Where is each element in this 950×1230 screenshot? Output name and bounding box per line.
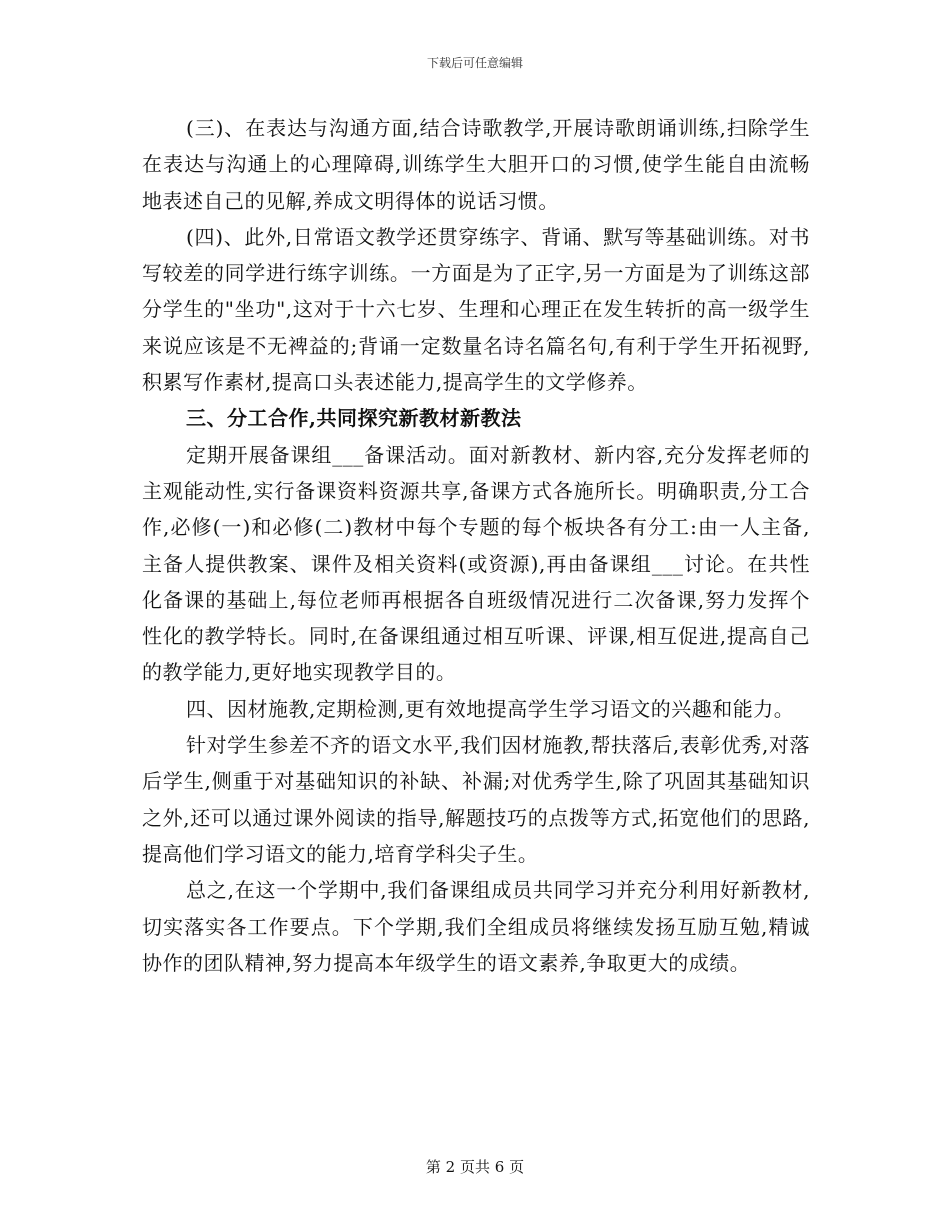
paragraph-expression-communication: (三)、在表达与沟通方面,结合诗歌教学,开展诗歌朗诵训练,扫除学生在表达与沟通上的心理障碍,训练学生大胆开口的习惯,使学生能自由流畅地表述自己的见解,养成文明得体的说话习惯。: [142, 116, 810, 213]
page-header: 下载后可任意编辑: [426, 56, 523, 70]
page-number-footer: 第 2 页共 6 页: [425, 1158, 525, 1176]
paragraph-student-levels: 针对学生参差不齐的语文水平,我们因材施教,帮扶落后,表彰优秀,对落后学生,侧重于对基础知识的补缺、补漏;对优秀学生,除了巩固其基础知识之外,还可以通过课外阅读的指导,解题技巧的点拨等方式,拓宽他们的思路,提高他们学习语文的能力,培育学科尖子生。: [142, 733, 810, 866]
document-body: [142, 110, 810, 981]
section-heading-cooperation: 三、分工合作,共同探究新教材新教法: [186, 406, 522, 431]
section-heading-individualized-teaching: 四、因材施教,定期检测,更有效地提高学生学习语文的兴趣和能力。: [186, 696, 795, 721]
paragraph-lesson-preparation: 定期开展备课组___备课活动。面对新教材、新内容,充分发挥老师的主观能动性,实行备课资料资源共享,备课方式各施所长。明确职责,分工合作,必修(一)和必修(二)教材中每个专题的每个板块各有分工:由一人主备,主备人提供教案、课件及相关资料(或资源),再由备课组___讨论。在共性化备课的基础上,每位老师再根据各自班级情况进行二次备课,努力发挥个性化的教学特长。同时,在备课组通过相互听课、评课,相互促进,提高自己的教学能力,更好地实现教学目的。: [142, 442, 810, 685]
paragraph-basic-training: (四)、此外,日常语文教学还贯穿练字、背诵、默写等基础训练。对书写较差的同学进行练字训练。一方面是为了正字,另一方面是为了训练这部分学生的"坐功",这对于十六七岁、生理和心理正在发生转折的高一级学生来说应该是不无裨益的;背诵一定数量名诗名篇名句,有利于学生开拓视野,积累写作素材,提高口头表述能力,提高学生的文学修养。: [142, 224, 810, 395]
paragraph-summary: 总之,在这一个学期中,我们备课组成员共同学习并充分利用好新教材,切实落实各工作要点。下个学期,我们全组成员将继续发扬互励互勉,精诚协作的团队精神,努力提高本年级学生的语文素养,争取更大的成绩。: [142, 878, 810, 975]
